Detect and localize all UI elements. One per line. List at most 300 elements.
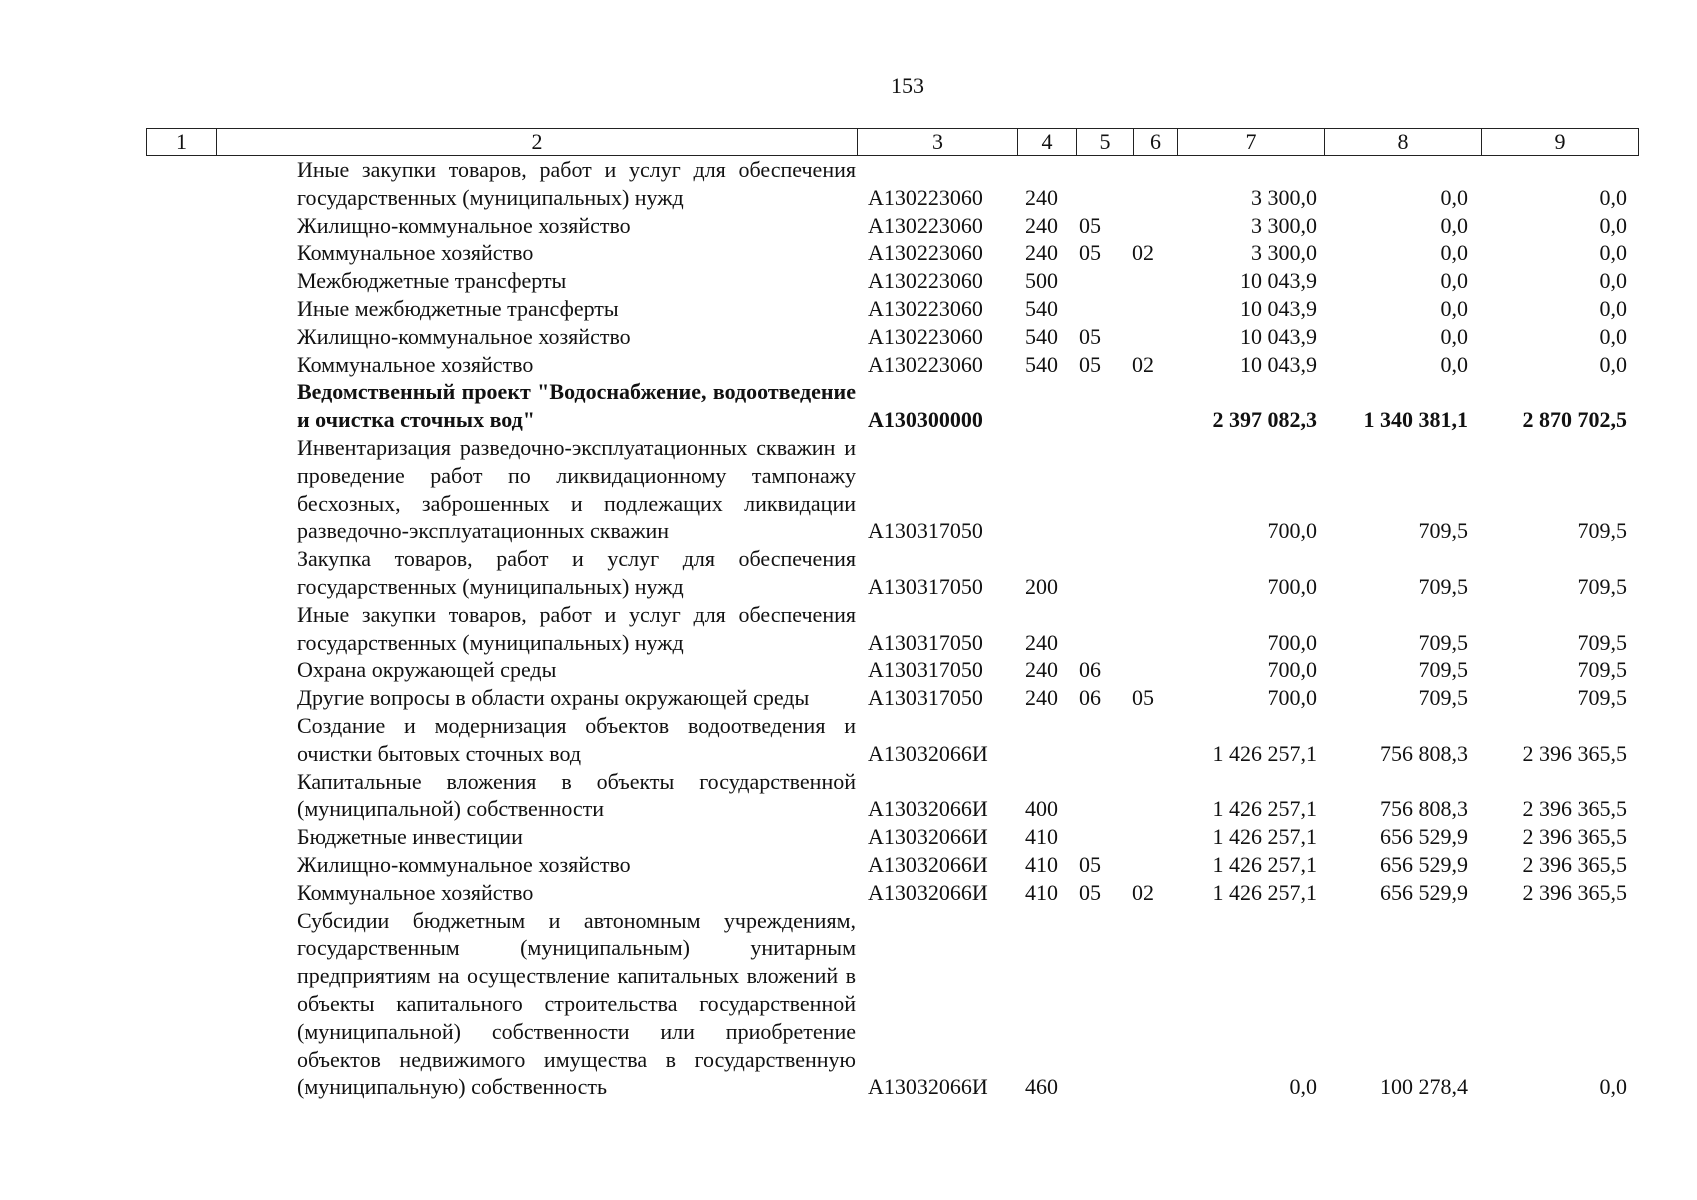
row-name-text: Охрана окружающей среды (297, 657, 557, 683)
row-amount-col-7-text: 3 300,0 (1251, 184, 1317, 210)
row-name-text: Бюджетные инвестиции (297, 824, 523, 850)
table-row (146, 823, 1639, 851)
row-amount-col-8 (1323, 601, 1480, 657)
table-header (146, 128, 1639, 156)
row-section (1075, 378, 1132, 434)
row-amount-col-8-text: 756 808,3 (1380, 740, 1468, 766)
row-expense-type (1016, 823, 1075, 851)
row-amount-col-9-text: 709,5 (1577, 657, 1627, 683)
row-amount-col-9 (1480, 823, 1639, 851)
row-expense-type (1016, 851, 1075, 879)
row-section (1075, 545, 1132, 601)
row-amount-col-9-text: 0,0 (1599, 295, 1627, 321)
row-amount-col-9-text: 709,5 (1577, 573, 1627, 599)
row-section-text: 06 (1079, 685, 1101, 711)
row-target-code (856, 156, 1016, 212)
table-row (146, 378, 1639, 434)
row-amount-col-9-text: 2 870 702,5 (1522, 407, 1627, 433)
row-amount-col-8 (1323, 684, 1480, 712)
row-target-code-text: А130223060 (868, 268, 983, 294)
row-target-code (856, 267, 1016, 295)
row-target-code (856, 239, 1016, 267)
row-amount-col-7 (1176, 267, 1323, 295)
row-amount-col-9 (1480, 712, 1639, 768)
row-expense-type (1016, 601, 1075, 657)
table-row (146, 295, 1639, 323)
row-target-code (856, 768, 1016, 824)
row-section (1075, 712, 1132, 768)
header-col-5: 5 (1076, 129, 1133, 155)
row-name (215, 879, 856, 907)
row-target-code-text: А13032066И (868, 851, 988, 877)
row-subsection (1132, 601, 1176, 657)
header-col-6: 6 (1133, 129, 1177, 155)
row-section (1075, 239, 1132, 267)
row-target-code (856, 212, 1016, 240)
row-amount-col-8-text: 1 340 381,1 (1363, 407, 1468, 433)
row-col-1 (146, 879, 215, 907)
row-name (215, 156, 856, 212)
row-target-code-text: А130223060 (868, 323, 983, 349)
row-section (1075, 768, 1132, 824)
row-amount-col-8 (1323, 879, 1480, 907)
row-section-text: 05 (1079, 351, 1101, 377)
row-target-code-text: А13032066И (868, 740, 988, 766)
row-subsection (1132, 879, 1176, 907)
row-target-code-text: А130223060 (868, 351, 983, 377)
row-amount-col-9-text: 0,0 (1599, 1074, 1627, 1100)
row-subsection-text: 05 (1132, 685, 1154, 711)
row-amount-col-7 (1176, 239, 1323, 267)
row-name (215, 351, 856, 379)
row-section (1075, 295, 1132, 323)
row-name (215, 823, 856, 851)
row-expense-type-text: 410 (1025, 851, 1058, 877)
row-subsection (1132, 156, 1176, 212)
row-amount-col-9-text: 0,0 (1599, 323, 1627, 349)
row-expense-type-text: 240 (1025, 212, 1058, 238)
row-expense-type (1016, 156, 1075, 212)
row-amount-col-7-text: 10 043,9 (1240, 351, 1317, 377)
row-col-1 (146, 323, 215, 351)
row-amount-col-7 (1176, 295, 1323, 323)
row-amount-col-9-text: 709,5 (1577, 685, 1627, 711)
row-subsection (1132, 295, 1176, 323)
row-amount-col-7 (1176, 823, 1323, 851)
row-subsection (1132, 434, 1176, 545)
row-amount-col-9-text: 2 396 365,5 (1522, 740, 1627, 766)
row-subsection (1132, 212, 1176, 240)
header-col-8: 8 (1324, 129, 1481, 155)
row-section (1075, 823, 1132, 851)
row-col-1 (146, 378, 215, 434)
row-subsection (1132, 684, 1176, 712)
row-section (1075, 879, 1132, 907)
row-amount-col-8 (1323, 267, 1480, 295)
row-name-text: Жилищно-коммунальное хозяйство (297, 323, 631, 349)
row-name (215, 907, 856, 1102)
row-target-code (856, 712, 1016, 768)
row-expense-type (1016, 545, 1075, 601)
row-target-code (856, 879, 1016, 907)
row-subsection-text: 02 (1132, 879, 1154, 905)
row-amount-col-9 (1480, 545, 1639, 601)
row-amount-col-8-text: 0,0 (1440, 212, 1468, 238)
row-subsection (1132, 768, 1176, 824)
row-section (1075, 907, 1132, 1102)
row-amount-col-7-text: 3 300,0 (1251, 240, 1317, 266)
row-amount-col-9-text: 0,0 (1599, 351, 1627, 377)
row-section (1075, 656, 1132, 684)
row-subsection (1132, 351, 1176, 379)
row-name-text: Капитальные вложения в объекты государственной (муниципальной) собственности (297, 768, 856, 822)
row-expense-type (1016, 351, 1075, 379)
row-amount-col-8-text: 0,0 (1440, 295, 1468, 321)
row-col-1 (146, 351, 215, 379)
row-target-code-text: А13032066И (868, 1074, 988, 1100)
row-expense-type-text: 240 (1025, 184, 1058, 210)
row-amount-col-7-text: 700,0 (1267, 629, 1317, 655)
header-col-9: 9 (1481, 129, 1638, 155)
row-amount-col-8-text: 100 278,4 (1380, 1074, 1468, 1100)
row-expense-type (1016, 378, 1075, 434)
row-target-code-text: А130317050 (868, 629, 983, 655)
row-name-text: Иные закупки товаров, работ и услуг для обеспечения государственных (муниципальных) нужд (297, 601, 856, 655)
row-target-code-text: А130317050 (868, 685, 983, 711)
row-subsection (1132, 378, 1176, 434)
header-col-7: 7 (1177, 129, 1324, 155)
row-target-code (856, 545, 1016, 601)
row-section-text: 05 (1079, 240, 1101, 266)
row-amount-col-8-text: 0,0 (1440, 184, 1468, 210)
row-name (215, 378, 856, 434)
row-amount-col-9 (1480, 323, 1639, 351)
row-expense-type (1016, 712, 1075, 768)
row-expense-type-text: 240 (1025, 657, 1058, 683)
row-amount-col-9-text: 2 396 365,5 (1522, 824, 1627, 850)
row-col-1 (146, 768, 215, 824)
row-target-code (856, 434, 1016, 545)
row-amount-col-7 (1176, 601, 1323, 657)
row-amount-col-7-text: 1 426 257,1 (1212, 740, 1317, 766)
row-name-text: Коммунальное хозяйство (297, 240, 534, 266)
table-row (146, 907, 1639, 1102)
row-name (215, 601, 856, 657)
row-amount-col-8-text: 709,5 (1418, 685, 1468, 711)
row-amount-col-7-text: 1 426 257,1 (1212, 824, 1317, 850)
row-subsection (1132, 545, 1176, 601)
row-amount-col-7 (1176, 351, 1323, 379)
row-expense-type-text: 540 (1025, 323, 1058, 349)
row-name-text: Инвентаризация разведочно-эксплуатационных скважин и проведение работ по ликвидационному тампонажу бесхозных, заброшенных и подлежащих ликвидации разведочно-эксплуатационных скважин (297, 434, 856, 544)
row-amount-col-7 (1176, 879, 1323, 907)
row-col-1 (146, 712, 215, 768)
row-section (1075, 684, 1132, 712)
row-expense-type-text: 500 (1025, 268, 1058, 294)
row-subsection (1132, 712, 1176, 768)
row-target-code-text: А130223060 (868, 184, 983, 210)
row-amount-col-9 (1480, 212, 1639, 240)
row-amount-col-8-text: 709,5 (1418, 629, 1468, 655)
row-section-text: 05 (1079, 879, 1101, 905)
table-row (146, 851, 1639, 879)
row-subsection (1132, 267, 1176, 295)
row-expense-type-text: 540 (1025, 295, 1058, 321)
row-expense-type (1016, 907, 1075, 1102)
row-subsection (1132, 907, 1176, 1102)
row-subsection-text: 02 (1132, 240, 1154, 266)
row-amount-col-9-text: 0,0 (1599, 184, 1627, 210)
row-amount-col-9 (1480, 879, 1639, 907)
row-name (215, 434, 856, 545)
table-row (146, 434, 1639, 545)
page-number: 153 (891, 73, 924, 98)
row-amount-col-7-text: 0,0 (1289, 1074, 1317, 1100)
row-expense-type-text: 200 (1025, 573, 1058, 599)
row-amount-col-9-text: 0,0 (1599, 268, 1627, 294)
row-amount-col-7-text: 700,0 (1267, 685, 1317, 711)
row-target-code (856, 295, 1016, 323)
row-expense-type-text: 410 (1025, 879, 1058, 905)
row-amount-col-8 (1323, 545, 1480, 601)
row-section (1075, 212, 1132, 240)
row-name-text: Иные межбюджетные трансферты (297, 295, 619, 321)
row-col-1 (146, 295, 215, 323)
row-expense-type-text: 410 (1025, 824, 1058, 850)
row-amount-col-9 (1480, 267, 1639, 295)
header-col-3: 3 (857, 129, 1017, 155)
row-name (215, 851, 856, 879)
row-amount-col-9-text: 2 396 365,5 (1522, 796, 1627, 822)
row-amount-col-8 (1323, 351, 1480, 379)
row-amount-col-9-text: 709,5 (1577, 518, 1627, 544)
row-amount-col-7-text: 3 300,0 (1251, 212, 1317, 238)
row-section-text: 05 (1079, 212, 1101, 238)
row-expense-type (1016, 267, 1075, 295)
row-expense-type-text: 240 (1025, 240, 1058, 266)
row-target-code-text: А130223060 (868, 295, 983, 321)
row-amount-col-7 (1176, 712, 1323, 768)
row-amount-col-7 (1176, 545, 1323, 601)
row-amount-col-7 (1176, 656, 1323, 684)
row-amount-col-8-text: 656 529,9 (1380, 824, 1468, 850)
row-amount-col-9 (1480, 156, 1639, 212)
header-col-1: 1 (176, 129, 187, 154)
row-target-code (856, 378, 1016, 434)
table-row (146, 545, 1639, 601)
row-name-text: Субсидии бюджетным и автономным учреждениям, государственным (муниципальным) унитарным предприятиям на осуществление капитальных вложений в объекты капитального строительства государственной (муниципальной) собственности или приобретение объектов недвижимого имущества в государственную (муниципальную) собственность (297, 907, 856, 1100)
row-subsection (1132, 823, 1176, 851)
row-target-code-text: А13032066И (868, 879, 988, 905)
row-amount-col-8 (1323, 156, 1480, 212)
row-name-text: Коммунальное хозяйство (297, 351, 534, 377)
row-amount-col-8-text: 0,0 (1440, 268, 1468, 294)
table-row (146, 879, 1639, 907)
row-col-1 (146, 267, 215, 295)
row-amount-col-7-text: 10 043,9 (1240, 323, 1317, 349)
row-amount-col-9 (1480, 768, 1639, 824)
row-amount-col-8 (1323, 656, 1480, 684)
row-target-code (856, 851, 1016, 879)
row-col-1 (146, 601, 215, 657)
row-expense-type (1016, 434, 1075, 545)
row-amount-col-7 (1176, 907, 1323, 1102)
row-expense-type-text: 400 (1025, 796, 1058, 822)
row-amount-col-7-text: 10 043,9 (1240, 295, 1317, 321)
row-name-text: Жилищно-коммунальное хозяйство (297, 851, 631, 877)
row-target-code (856, 823, 1016, 851)
row-target-code (856, 656, 1016, 684)
row-amount-col-8-text: 709,5 (1418, 573, 1468, 599)
row-amount-col-9-text: 0,0 (1599, 212, 1627, 238)
row-expense-type (1016, 879, 1075, 907)
row-section (1075, 851, 1132, 879)
row-expense-type (1016, 295, 1075, 323)
row-col-1 (146, 212, 215, 240)
row-amount-col-8 (1323, 768, 1480, 824)
row-amount-col-8-text: 709,5 (1418, 657, 1468, 683)
row-amount-col-8 (1323, 434, 1480, 545)
row-expense-type-text: 240 (1025, 685, 1058, 711)
row-amount-col-9 (1480, 656, 1639, 684)
row-name (215, 545, 856, 601)
row-amount-col-7-text: 10 043,9 (1240, 268, 1317, 294)
row-expense-type (1016, 239, 1075, 267)
row-name (215, 684, 856, 712)
row-target-code (856, 684, 1016, 712)
row-target-code-text: А130223060 (868, 240, 983, 266)
row-amount-col-7-text: 700,0 (1267, 657, 1317, 683)
header-col-4: 4 (1017, 129, 1076, 155)
row-expense-type (1016, 212, 1075, 240)
row-amount-col-8-text: 656 529,9 (1380, 879, 1468, 905)
row-name-text: Закупка товаров, работ и услуг для обеспечения государственных (муниципальных) нужд (297, 546, 856, 599)
row-section (1075, 601, 1132, 657)
row-amount-col-7-text: 1 426 257,1 (1212, 851, 1317, 877)
row-col-1 (146, 545, 215, 601)
row-target-code-text: А130317050 (868, 518, 983, 544)
row-amount-col-8-text: 656 529,9 (1380, 851, 1468, 877)
table-row (146, 323, 1639, 351)
row-amount-col-8 (1323, 907, 1480, 1102)
row-target-code-text: А130300000 (868, 407, 983, 433)
row-col-1 (146, 239, 215, 267)
row-name-text: Иные закупки товаров, работ и услуг для обеспечения государственных (муниципальных) нужд (297, 157, 856, 210)
table-row (146, 601, 1639, 657)
row-expense-type (1016, 323, 1075, 351)
row-amount-col-7 (1176, 684, 1323, 712)
row-expense-type-text: 460 (1025, 1074, 1058, 1100)
row-amount-col-9-text: 0,0 (1599, 240, 1627, 266)
row-amount-col-7-text: 700,0 (1267, 518, 1317, 544)
row-amount-col-8-text: 756 808,3 (1380, 796, 1468, 822)
row-name-text: Ведомственный проект "Водоснабжение, водоотведение и очистка сточных вод" (297, 379, 856, 433)
row-section (1075, 351, 1132, 379)
row-amount-col-9 (1480, 601, 1639, 657)
row-amount-col-8 (1323, 295, 1480, 323)
row-section-text: 06 (1079, 657, 1101, 683)
row-subsection (1132, 239, 1176, 267)
row-name-text: Межбюджетные трансферты (297, 268, 567, 294)
row-name-text: Другие вопросы в области охраны окружающей среды (297, 685, 810, 711)
row-col-1 (146, 823, 215, 851)
row-subsection (1132, 323, 1176, 351)
row-name (215, 267, 856, 295)
row-amount-col-9 (1480, 434, 1639, 545)
row-col-1 (146, 684, 215, 712)
row-amount-col-8 (1323, 239, 1480, 267)
row-amount-col-9 (1480, 684, 1639, 712)
row-amount-col-7 (1176, 378, 1323, 434)
row-name (215, 212, 856, 240)
table-row (146, 212, 1639, 240)
row-name (215, 656, 856, 684)
row-amount-col-7-text: 2 397 082,3 (1212, 407, 1317, 433)
row-name (215, 768, 856, 824)
row-amount-col-9 (1480, 239, 1639, 267)
row-name (215, 239, 856, 267)
row-section (1075, 434, 1132, 545)
row-expense-type (1016, 684, 1075, 712)
table-row (146, 656, 1639, 684)
row-section (1075, 267, 1132, 295)
row-section (1075, 323, 1132, 351)
row-amount-col-7 (1176, 323, 1323, 351)
row-amount-col-7-text: 1 426 257,1 (1212, 796, 1317, 822)
row-expense-type (1016, 656, 1075, 684)
table-row (146, 684, 1639, 712)
row-amount-col-8-text: 0,0 (1440, 323, 1468, 349)
row-amount-col-9 (1480, 907, 1639, 1102)
row-target-code (856, 351, 1016, 379)
table-row (146, 267, 1639, 295)
row-target-code (856, 323, 1016, 351)
row-amount-col-7 (1176, 156, 1323, 212)
row-amount-col-9 (1480, 851, 1639, 879)
row-amount-col-7 (1176, 212, 1323, 240)
row-target-code-text: А130317050 (868, 657, 983, 683)
row-name-text: Коммунальное хозяйство (297, 879, 534, 905)
row-expense-type (1016, 768, 1075, 824)
row-section-text: 05 (1079, 851, 1101, 877)
row-amount-col-8-text: 0,0 (1440, 240, 1468, 266)
row-amount-col-7 (1176, 768, 1323, 824)
row-amount-col-8 (1323, 378, 1480, 434)
row-target-code (856, 907, 1016, 1102)
row-section (1075, 156, 1132, 212)
row-amount-col-8-text: 0,0 (1440, 351, 1468, 377)
row-subsection (1132, 656, 1176, 684)
row-amount-col-9-text: 709,5 (1577, 629, 1627, 655)
row-col-1 (146, 851, 215, 879)
row-amount-col-9-text: 2 396 365,5 (1522, 851, 1627, 877)
row-col-1 (146, 656, 215, 684)
row-col-1 (146, 434, 215, 545)
row-name-text: Создание и модернизация объектов водоотведения и очистки бытовых сточных вод (297, 712, 856, 766)
row-amount-col-8-text: 709,5 (1418, 518, 1468, 544)
row-target-code-text: А130317050 (868, 573, 983, 599)
row-expense-type-text: 240 (1025, 629, 1058, 655)
table-row (146, 156, 1639, 212)
header-col-2: 2 (216, 129, 857, 155)
table-row (146, 351, 1639, 379)
row-name (215, 712, 856, 768)
table-row (146, 712, 1639, 768)
row-subsection (1132, 851, 1176, 879)
row-amount-col-8 (1323, 212, 1480, 240)
row-section-text: 05 (1079, 323, 1101, 349)
row-name-text: Жилищно-коммунальное хозяйство (297, 212, 631, 238)
